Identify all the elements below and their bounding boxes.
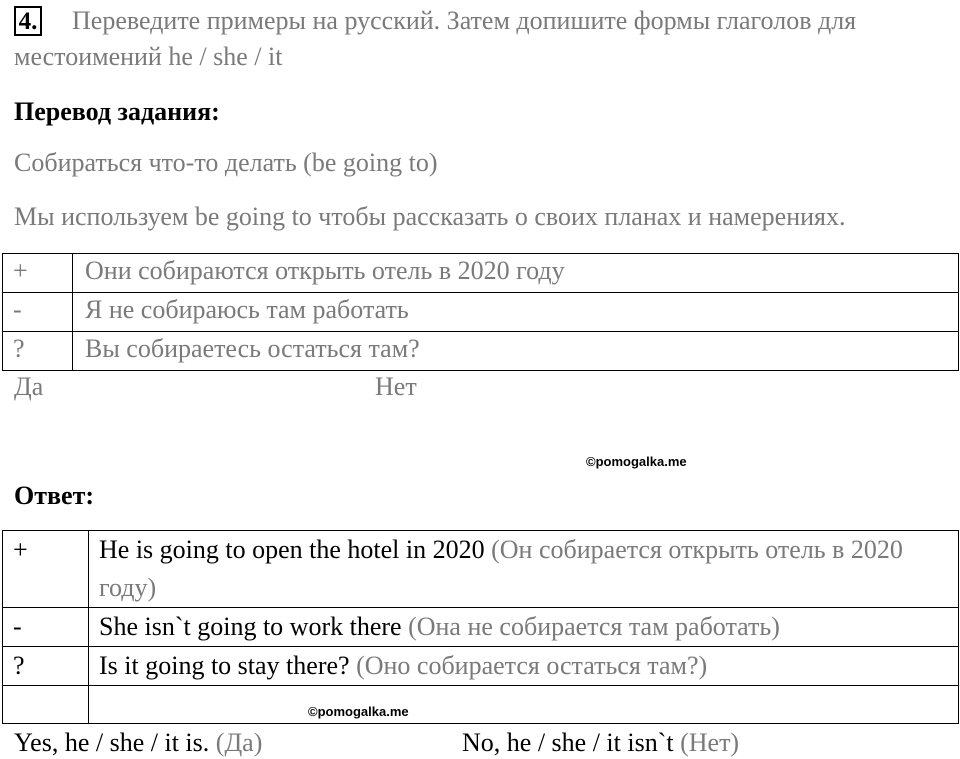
row-sign: ? (3, 332, 73, 371)
translation-heading: Перевод задания: (14, 97, 220, 126)
watermark: ©pomogalka.me (308, 704, 409, 719)
task-instruction-line1: Переведите примеры на русский. Затем допишите формы глаголов для (72, 6, 857, 35)
table-row (3, 647, 959, 686)
answer-no (462, 728, 739, 758)
task-no: Нет (375, 372, 417, 401)
row-english: Is it going to stay there? (99, 651, 350, 680)
task-table (2, 253, 959, 371)
answer-yes (14, 728, 262, 758)
row-english: She isn`t going to work there (99, 612, 402, 641)
row-sign: - (3, 293, 73, 332)
task-number: 4. (14, 6, 42, 36)
row-russian: (Она не собирается там работать) (408, 612, 780, 641)
table-row (3, 608, 959, 647)
translation-title: Собираться что-то делать (be going to) (14, 148, 438, 177)
answer-yes-russian: (Да) (215, 728, 263, 757)
translation-description: Мы используем be going to чтобы рассказать о своих планах и намерениях. (14, 202, 846, 231)
table-row (3, 686, 959, 724)
row-sign: ? (3, 647, 89, 686)
answer-table (2, 530, 959, 724)
answer-no-english: No, he / she / it isn`t (462, 728, 674, 757)
row-sign: - (3, 608, 89, 647)
row-text: Я не собираюсь там работать (73, 293, 959, 332)
row-text (89, 647, 959, 686)
row-sign: + (3, 531, 89, 608)
answer-heading: Ответ: (14, 481, 95, 510)
row-text: Вы собираетесь остаться там? (73, 332, 959, 371)
row-text: Они собираются открыть отель в 2020 году (73, 254, 959, 293)
row-russian: (Оно собирается остаться там?) (356, 651, 708, 680)
table-row (3, 254, 959, 293)
table-row (3, 293, 959, 332)
table-row (3, 332, 959, 371)
answer-no-russian: (Нет) (680, 728, 740, 757)
row-text (89, 531, 959, 608)
table-row (3, 531, 959, 608)
task-yes: Да (14, 372, 44, 401)
row-text (89, 608, 959, 647)
row-sign: + (3, 254, 73, 293)
row-sign (3, 686, 89, 724)
watermark: ©pomogalka.me (586, 454, 687, 469)
row-text (89, 686, 959, 724)
row-russian: (Он собирается открыть отель в 2020 году) (99, 535, 903, 602)
row-english: He is going to open the hotel in 2020 (99, 535, 485, 564)
task-instruction-line2: местоимений he / she / it (14, 42, 283, 71)
answer-yes-english: Yes, he / she / it is. (14, 728, 210, 757)
